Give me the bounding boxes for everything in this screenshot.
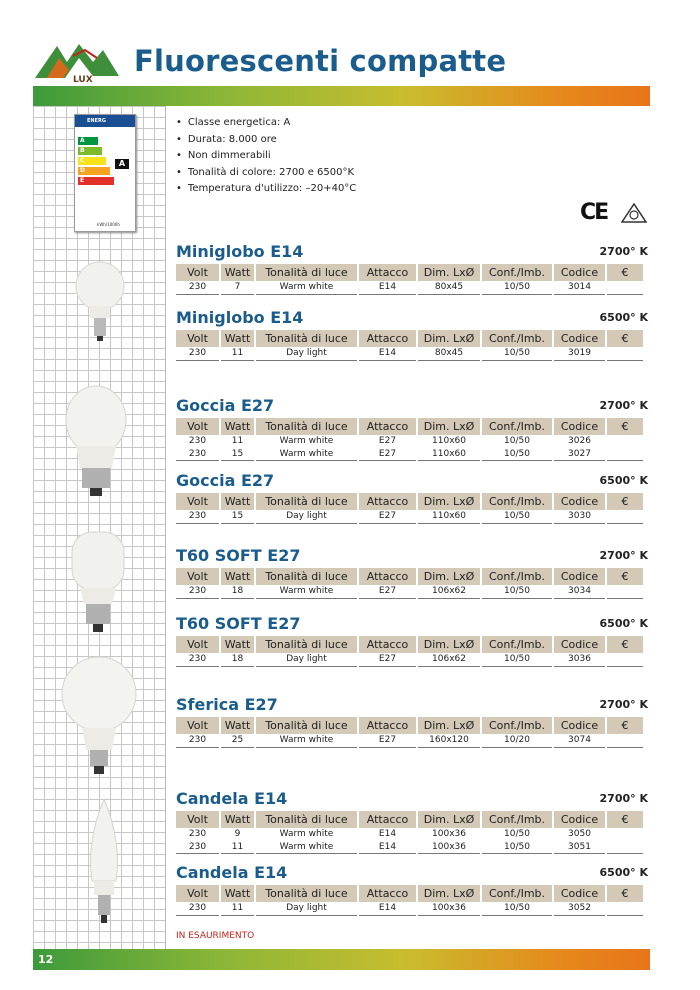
table-cell: 3014	[554, 281, 605, 295]
product-name: Candela E14	[176, 789, 288, 808]
table-row	[176, 435, 643, 448]
table-cell: E14	[359, 281, 416, 295]
product-table	[174, 330, 645, 361]
table-row	[176, 653, 643, 667]
column-header: Attacco	[359, 493, 416, 510]
column-header: Attacco	[359, 418, 416, 435]
feature-item: • Non dimmerabili	[176, 148, 356, 165]
goccia-lamp-image	[62, 382, 130, 500]
column-header: Codice	[554, 568, 605, 585]
column-header: Codice	[554, 811, 605, 828]
table-row	[176, 510, 643, 524]
table-cell: 230	[176, 281, 219, 295]
product-name: Goccia E27	[176, 471, 275, 490]
table-cell	[607, 828, 643, 841]
column-header: €	[607, 568, 643, 585]
table-cell: 3051	[554, 841, 605, 855]
table-cell	[607, 347, 643, 361]
color-temperature: 2700° K	[599, 399, 648, 412]
table-row	[176, 841, 643, 855]
table-cell: Warm white	[279, 829, 334, 839]
table-cell	[607, 653, 643, 667]
column-header: Watt	[221, 418, 254, 435]
energy-class-bar: B	[78, 147, 102, 155]
table-cell: E27	[359, 510, 416, 524]
table-cell: Warm white	[256, 585, 357, 599]
table-cell: 100x36	[432, 829, 466, 839]
table-cell: 11	[221, 902, 254, 916]
column-header: Tonalità di luce	[256, 717, 357, 734]
table-cell: 100x36	[418, 902, 480, 916]
table-cell: 230	[176, 841, 219, 855]
table-cell: 10/50	[482, 653, 552, 667]
table-cell: 110x60	[418, 510, 480, 524]
column-header: Volt	[176, 568, 219, 585]
table-cell: E27	[359, 448, 416, 462]
table-cell: E14	[359, 347, 416, 361]
energy-class-bar: A	[78, 137, 98, 145]
table-cell: 106x62	[418, 653, 480, 667]
ce-mark: CE	[580, 200, 608, 225]
table-cell: 3026	[568, 436, 591, 446]
table-cell: Day light	[256, 653, 357, 667]
column-header: Dim. LxØ	[418, 330, 480, 347]
table-cell: 80x45	[418, 347, 480, 361]
column-header: Codice	[554, 264, 605, 281]
column-header: Dim. LxØ	[418, 811, 480, 828]
table-cell: Day light	[256, 347, 357, 361]
product-table	[174, 811, 645, 854]
table-cell: Warm white	[256, 841, 357, 855]
column-header: Conf./Imb.	[482, 418, 552, 435]
column-header: €	[607, 717, 643, 734]
table-row	[176, 734, 643, 748]
t60-soft-lamp-image	[64, 530, 132, 634]
column-header: Dim. LxØ	[418, 636, 480, 653]
table-cell: E14	[359, 841, 416, 855]
column-header: Watt	[221, 811, 254, 828]
product-name: Candela E14	[176, 863, 288, 882]
table-cell: 7	[221, 281, 254, 295]
table-cell: 230	[176, 734, 219, 748]
color-temperature: 6500° K	[599, 866, 648, 879]
column-header: Conf./Imb.	[482, 636, 552, 653]
table-cell: 25	[221, 734, 254, 748]
table-cell: 3036	[554, 653, 605, 667]
energy-class-indicator: A	[115, 159, 129, 169]
column-header: Dim. LxØ	[418, 717, 480, 734]
table-cell: 3052	[554, 902, 605, 916]
table-cell: 3019	[554, 347, 605, 361]
table-cell: 110x60	[432, 436, 466, 446]
column-header: Watt	[221, 636, 254, 653]
column-header: Tonalità di luce	[256, 330, 357, 347]
column-header: Conf./Imb.	[482, 493, 552, 510]
color-temperature: 2700° K	[599, 792, 648, 805]
table-row	[176, 448, 643, 462]
table-cell: 10/50	[482, 510, 552, 524]
energy-label	[74, 114, 136, 232]
table-cell	[607, 435, 643, 448]
table-cell: 10/50	[482, 281, 552, 295]
table-cell: 3034	[554, 585, 605, 599]
product-table	[174, 264, 645, 295]
column-header: €	[607, 264, 643, 281]
product-table	[174, 493, 645, 524]
table-cell: 3050	[568, 829, 591, 839]
table-cell: 10/50	[504, 829, 530, 839]
table-cell	[607, 841, 643, 855]
table-cell: 110x60	[418, 448, 480, 462]
table-cell: Warm white	[256, 281, 357, 295]
product-table	[174, 717, 645, 748]
table-cell: 10/50	[482, 585, 552, 599]
table-cell: 10/50	[482, 347, 552, 361]
column-header: Attacco	[359, 885, 416, 902]
column-header: €	[607, 636, 643, 653]
column-header: Tonalità di luce	[256, 636, 357, 653]
column-header: Conf./Imb.	[482, 811, 552, 828]
column-header: Codice	[554, 885, 605, 902]
column-header: Tonalità di luce	[256, 493, 357, 510]
column-header: €	[607, 885, 643, 902]
column-header: Codice	[554, 330, 605, 347]
table-cell: Warm white	[256, 448, 357, 462]
column-header: €	[607, 418, 643, 435]
column-header: Volt	[176, 493, 219, 510]
table-cell: 230	[176, 347, 219, 361]
footer-color-bar	[33, 949, 650, 970]
features-list	[176, 115, 356, 198]
table-cell	[607, 585, 643, 599]
table-cell: E27	[359, 653, 416, 667]
table-cell: Day light	[256, 510, 357, 524]
column-header: Tonalità di luce	[256, 811, 357, 828]
column-header: Attacco	[359, 811, 416, 828]
column-header: Codice	[554, 717, 605, 734]
column-header: €	[607, 493, 643, 510]
table-cell: 11	[221, 841, 254, 855]
color-temperature: 2700° K	[599, 245, 648, 258]
table-cell: 11	[221, 347, 254, 361]
column-header: Volt	[176, 717, 219, 734]
color-temperature: 6500° K	[599, 311, 648, 324]
table-cell: 230	[188, 829, 207, 839]
column-header: Watt	[221, 330, 254, 347]
energy-class-bar: C	[78, 157, 106, 165]
table-cell: 9	[234, 829, 241, 839]
page-number: 12	[38, 953, 54, 966]
recycle-icon	[621, 203, 647, 223]
column-header: Dim. LxØ	[418, 493, 480, 510]
table-cell: 11	[231, 436, 244, 446]
table-cell: 18	[221, 585, 254, 599]
column-header: Conf./Imb.	[482, 885, 552, 902]
column-header: Volt	[176, 885, 219, 902]
column-header: Tonalità di luce	[256, 568, 357, 585]
color-temperature: 2700° K	[599, 549, 648, 562]
table-cell: 10/50	[482, 902, 552, 916]
table-row	[176, 585, 643, 599]
column-header: Tonalità di luce	[256, 885, 357, 902]
page-title: Fluorescenti compatte	[134, 44, 507, 78]
energy-class-bar: D	[78, 167, 110, 175]
table-cell: 160x120	[418, 734, 480, 748]
sferica-lamp-image	[60, 652, 138, 776]
miniglobo-lamp-image	[70, 258, 130, 342]
table-cell: E14	[359, 902, 416, 916]
column-header: Conf./Imb.	[482, 568, 552, 585]
table-cell: 15	[221, 510, 254, 524]
energy-label-footer: kWh/1000h	[97, 222, 120, 227]
table-cell: 3030	[554, 510, 605, 524]
table-cell: E14	[378, 829, 397, 839]
column-header: Dim. LxØ	[418, 418, 480, 435]
column-header: Conf./Imb.	[482, 330, 552, 347]
column-header: Attacco	[359, 330, 416, 347]
table-cell: 230	[176, 902, 219, 916]
column-header: Volt	[176, 330, 219, 347]
table-cell: E27	[359, 734, 416, 748]
column-header: €	[607, 811, 643, 828]
column-header: Watt	[221, 493, 254, 510]
column-header: Watt	[221, 885, 254, 902]
feature-item: • Temperatura d'utilizzo: –20+40°C	[176, 181, 356, 198]
column-header: Tonalità di luce	[256, 264, 357, 281]
column-header: Attacco	[359, 264, 416, 281]
product-name: Sferica E27	[176, 695, 278, 714]
column-header: Dim. LxØ	[418, 885, 480, 902]
svg-text:LUX: LUX	[73, 75, 93, 85]
table-cell: 10/50	[504, 436, 530, 446]
header-color-bar	[33, 86, 650, 106]
column-header: Volt	[176, 418, 219, 435]
product-table	[174, 418, 645, 461]
table-cell	[607, 902, 643, 916]
column-header: Codice	[554, 493, 605, 510]
table-cell: E27	[359, 585, 416, 599]
table-cell: 106x62	[418, 585, 480, 599]
feature-item: • Tonalità di colore: 2700 e 6500°K	[176, 165, 356, 182]
table-cell: 15	[221, 448, 254, 462]
feature-item: • Durata: 8.000 ore	[176, 132, 356, 149]
ar-lux-logo	[33, 40, 123, 85]
table-cell: 3074	[554, 734, 605, 748]
column-header: Tonalità di luce	[256, 418, 357, 435]
table-cell: 18	[221, 653, 254, 667]
table-cell	[607, 510, 643, 524]
table-cell: 100x36	[418, 841, 480, 855]
candela-lamp-image	[84, 797, 124, 927]
energy-class-bars	[78, 137, 114, 187]
color-temperature: 2700° K	[599, 698, 648, 711]
energy-class-bar: E	[78, 177, 114, 185]
table-cell: 230	[176, 448, 219, 462]
table-cell: 3027	[554, 448, 605, 462]
column-header: Attacco	[359, 636, 416, 653]
table-row	[176, 281, 643, 295]
column-header: Attacco	[359, 568, 416, 585]
energy-label-header: ENERG	[75, 115, 135, 127]
column-header: Conf./Imb.	[482, 717, 552, 734]
column-header: Volt	[176, 636, 219, 653]
column-header: Watt	[221, 264, 254, 281]
product-name: Miniglobo E14	[176, 308, 304, 327]
table-cell: 80x45	[418, 281, 480, 295]
column-header: Volt	[176, 264, 219, 281]
table-cell	[607, 448, 643, 462]
product-table	[174, 885, 645, 916]
table-cell: Warm white	[256, 734, 357, 748]
table-cell: Warm white	[279, 436, 334, 446]
table-cell: 230	[176, 585, 219, 599]
column-header: Dim. LxØ	[418, 264, 480, 281]
table-cell: 230	[176, 653, 219, 667]
column-header: Codice	[554, 636, 605, 653]
product-name: T60 SOFT E27	[176, 614, 301, 633]
color-temperature: 6500° K	[599, 474, 648, 487]
column-header: Watt	[221, 568, 254, 585]
table-cell: E27	[378, 436, 397, 446]
column-header: Codice	[554, 418, 605, 435]
product-table	[174, 636, 645, 667]
color-temperature: 6500° K	[599, 617, 648, 630]
column-header: Conf./Imb.	[482, 264, 552, 281]
column-header: Dim. LxØ	[418, 568, 480, 585]
out-of-stock-note: IN ESAURIMENTO	[176, 931, 255, 941]
product-name: T60 SOFT E27	[176, 546, 301, 565]
table-row	[176, 828, 643, 841]
column-header: €	[607, 330, 643, 347]
table-cell: 10/50	[482, 841, 552, 855]
product-table	[174, 568, 645, 599]
column-header: Volt	[176, 811, 219, 828]
table-cell: 230	[176, 510, 219, 524]
table-row	[176, 347, 643, 361]
table-cell	[607, 734, 643, 748]
column-header: Watt	[221, 717, 254, 734]
product-name: Miniglobo E14	[176, 242, 304, 261]
feature-item: • Classe energetica: A	[176, 115, 356, 132]
table-cell: Day light	[256, 902, 357, 916]
table-cell	[607, 281, 643, 295]
table-cell: 10/20	[482, 734, 552, 748]
table-cell: 230	[188, 436, 207, 446]
product-name: Goccia E27	[176, 396, 275, 415]
table-row	[176, 902, 643, 916]
table-cell: 10/50	[482, 448, 552, 462]
column-header: Attacco	[359, 717, 416, 734]
